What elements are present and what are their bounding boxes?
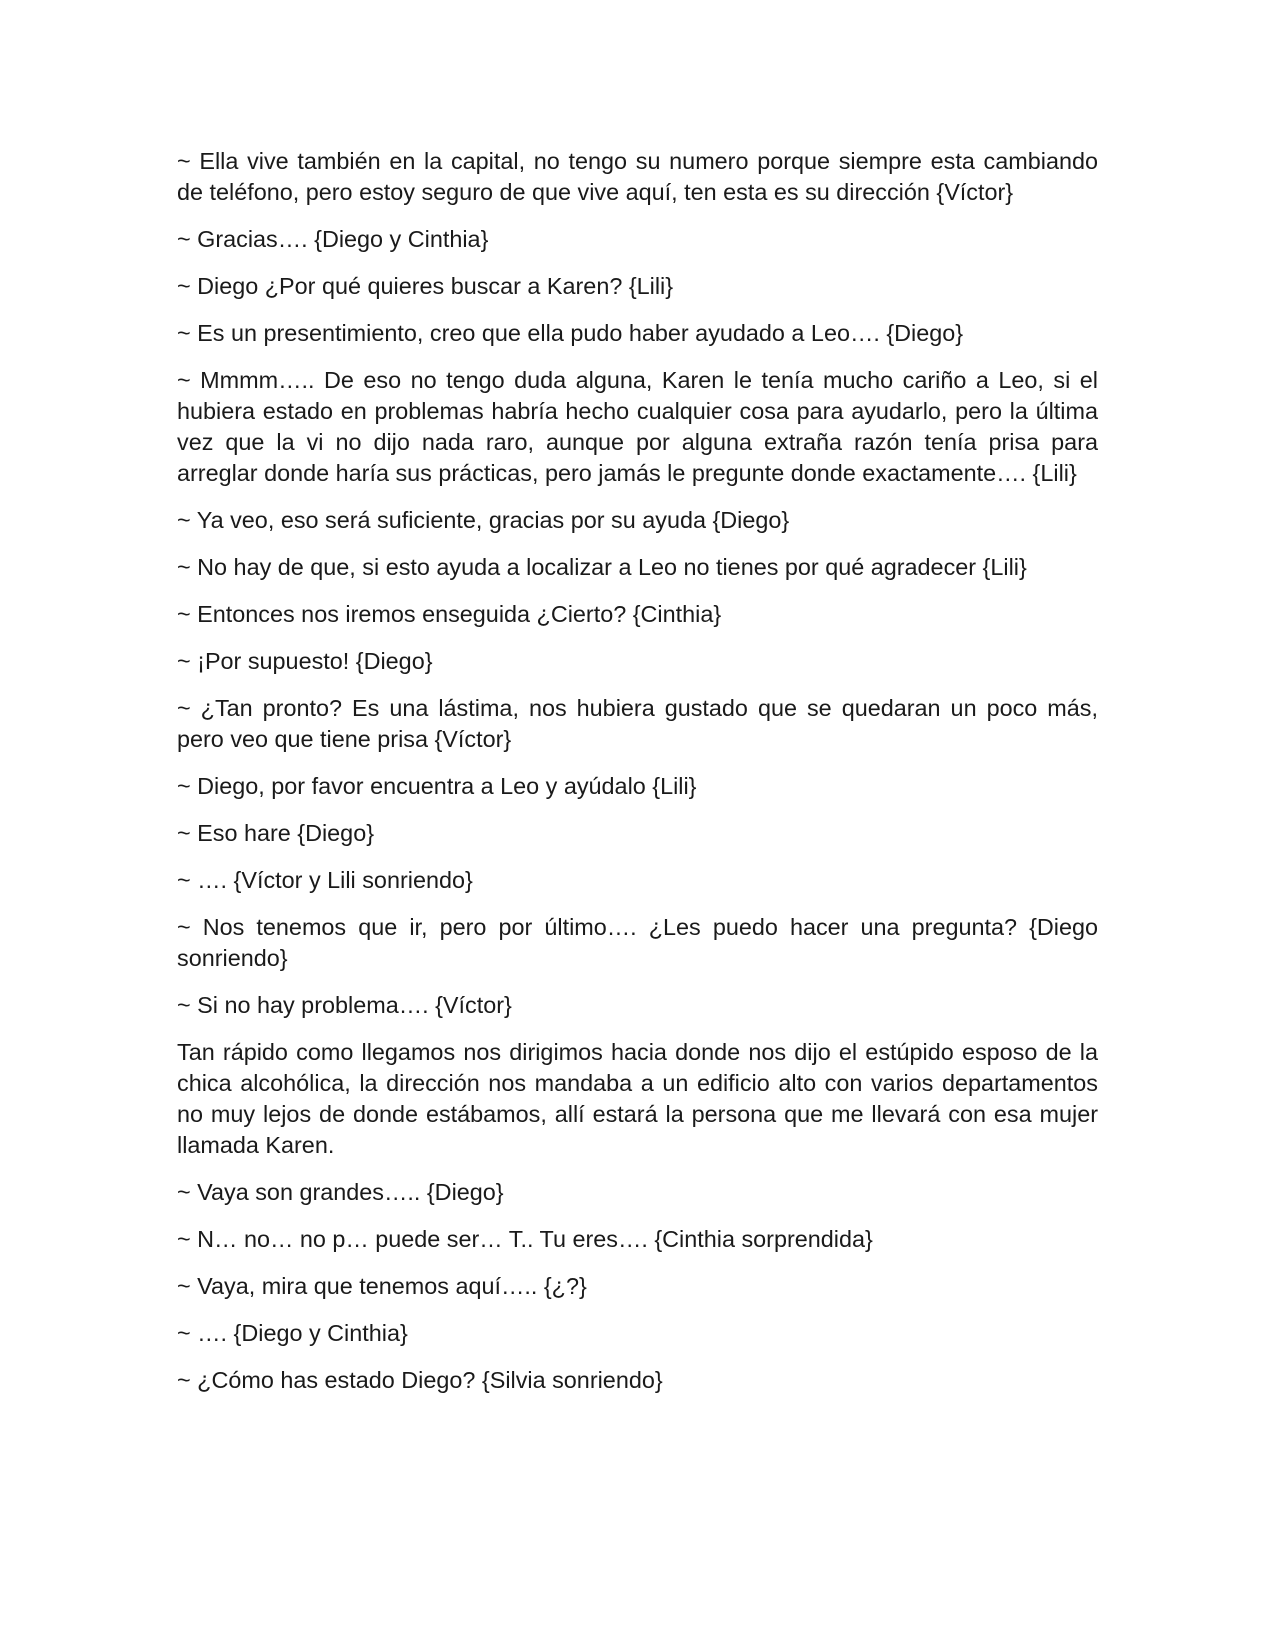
paragraph: ~ Es un presentimiento, creo que ella pudo haber ayudado a Leo…. {Diego} [177, 320, 964, 346]
paragraph: ~ Eso hare {Diego} [177, 820, 375, 846]
paragraph: ~ Ya veo, eso será suficiente, gracias por su ayuda {Diego} [177, 507, 790, 533]
paragraph: ~ Mmmm….. De eso no tengo duda alguna, Karen le tenía mucho cariño a Leo, si el hubiera estado en problemas habría hecho cualquier cosa para ayudarlo, pero la última vez que la vi no dijo nada raro, aunque por alguna extraña razón tenía prisa para arreglar donde haría sus prácticas, pero jamás le pregunte donde exactamente…. {Lili} [177, 367, 1098, 486]
paragraph: ~ Diego, por favor encuentra a Leo y ayúdalo {Lili} [177, 773, 697, 799]
paragraph: ~ Ella vive también en la capital, no tengo su numero porque siempre esta cambiando de teléfono, pero estoy seguro de que vive aquí, ten esta es su dirección {Víctor} [177, 148, 1098, 205]
paragraph: ~ Vaya, mira que tenemos aquí….. {¿?} [177, 1273, 587, 1299]
paragraph: ~ ¡Por supuesto! {Diego} [177, 648, 433, 674]
narrative-paragraph: Tan rápido como llegamos nos dirigimos hacia donde nos dijo el estúpido esposo de la chica alcohólica, la dirección nos mandaba a un edificio alto con varios departamentos no muy lejos de donde estábamos, allí estará la persona que me llevará con esa mujer llamada Karen. [177, 1039, 1098, 1158]
paragraph: ~ ¿Cómo has estado Diego? {Silvia sonriendo} [177, 1367, 663, 1393]
paragraph: ~ …. {Víctor y Lili sonriendo} [177, 867, 473, 893]
paragraph: ~ Diego ¿Por qué quieres buscar a Karen? {Lili} [177, 273, 674, 299]
paragraph: ~ ¿Tan pronto? Es una lástima, nos hubiera gustado que se quedaran un poco más, pero veo que tiene prisa {Víctor} [177, 695, 1098, 752]
paragraph: ~ Gracias…. {Diego y Cinthia} [177, 226, 489, 252]
paragraph: ~ Vaya son grandes….. {Diego} [177, 1179, 504, 1205]
paragraph: ~ Si no hay problema…. {Víctor} [177, 992, 512, 1018]
paragraph: ~ N… no… no p… puede ser… T.. Tu eres…. {Cinthia sorprendida} [177, 1226, 873, 1252]
paragraph: ~ No hay de que, si esto ayuda a localizar a Leo no tienes por qué agradecer {Lili} [177, 554, 1027, 580]
paragraph: ~ Entonces nos iremos enseguida ¿Cierto? {Cinthia} [177, 601, 722, 627]
paragraph: ~ Nos tenemos que ir, pero por último…. ¿Les puedo hacer una pregunta? {Diego sonriendo} [177, 914, 1098, 971]
paragraph: ~ …. {Diego y Cinthia} [177, 1320, 408, 1346]
document-page [177, 146, 1098, 1412]
